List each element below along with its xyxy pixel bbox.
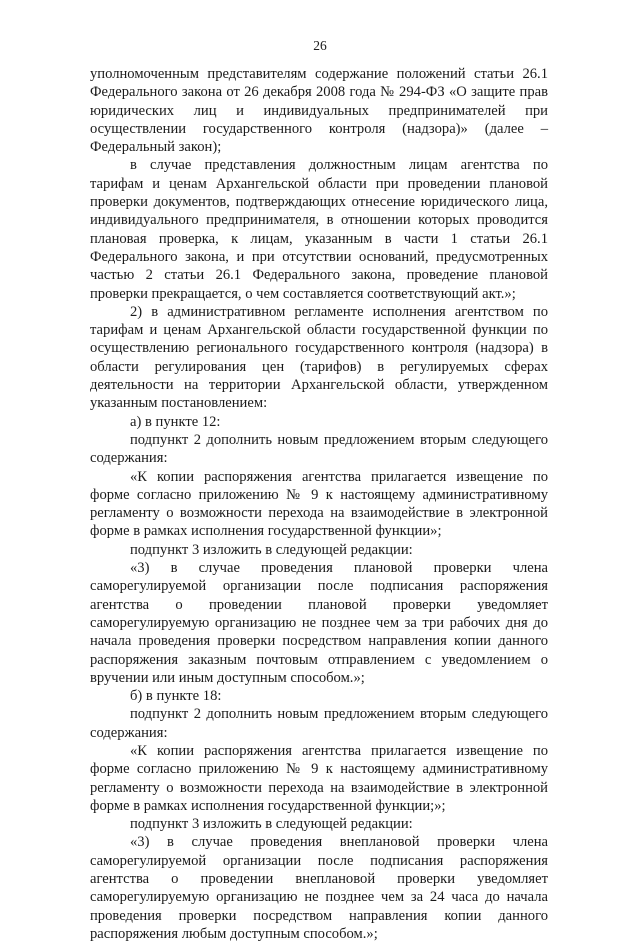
document-body [90, 65, 548, 943]
paragraph: 2) в административном регламенте исполнения агентством по тарифам и ценам Архангельской области государственной функции по осуществлению регионального государственного контроля (надзора) в области регулирования цен (тарифов) в регулируемых сферах деятельности на территории Архангельской области, утвержденном указанным постановлением: [90, 303, 548, 412]
paragraph: б) в пункте 18: [130, 688, 222, 705]
paragraph: подпункт 2 дополнить новым предложением вторым следующего содержания: [90, 706, 548, 741]
paragraph: подпункт 3 изложить в следующей редакции: [130, 816, 413, 833]
paragraph: подпункт 2 дополнить новым предложением вторым следующего содержания: [90, 431, 548, 467]
paragraph: «3) в случае проведения плановой проверки члена саморегулируемой организации после подписания распоряжения агентства о проведении плановой проверки уведомляет саморегулируемую организацию не позднее чем за три рабочих дня до начала проведения проверки посредством направления копии данного распоряжения заказным почтовым отправлением с уведомлением о вручении или иным доступным способом.»; [90, 560, 548, 686]
paragraph-continuation: уполномоченным представителям содержание положений статьи 26.1 Федерального закона от 26 декабря 2008 года № 294-ФЗ «О защите прав юридических лиц и индивидуальных предпринимателей при осуществлении государственного контроля (надзора)» (далее – Федеральный закон); [90, 66, 548, 156]
paragraph: подпункт 3 изложить в следующей редакции: [130, 541, 413, 558]
paragraph: «К копии распоряжения агентства прилагается извещение по форме согласно приложению № 9 к настоящему административному регламенту о возможности перехода на взаимодействие в электронной форме в рамках исполнения государственной функции»; [90, 468, 548, 540]
paragraph: «3) в случае проведения внеплановой проверки члена саморегулируемой организации после подписания распоряжения агентства о проведении внеплановой проверки уведомляет саморегулируемую организацию не позднее чем за 24 часа до начала проведения проверки посредством направления копии данного распоряжения любым доступным способом.»; [90, 834, 548, 942]
paragraph: в случае представления должностным лицам агентства по тарифам и ценам Архангельской области при проведении плановой проверки документов, подтверждающих отнесение юридического лица, индивидуального предпринимателя, в отношении которых проводится плановая проверка, к лицам, указанным в части 1 статьи 26.1 Федерального закона, и при отсутствии оснований, предусмотренных частью 2 статьи 26.1 Федерального закона, проведение плановой проверки прекращается, о чем составляется соответствующий акт.»; [90, 157, 548, 302]
page-number: 26 [313, 38, 327, 53]
paragraph: а) в пункте 12: [130, 413, 221, 430]
paragraph: «К копии распоряжения агентства прилагается извещение по форме согласно приложению № 9 к настоящему административному регламенту о возможности перехода на взаимодействие в электронной форме в рамках исполнения государственной функции;»; [90, 742, 548, 814]
